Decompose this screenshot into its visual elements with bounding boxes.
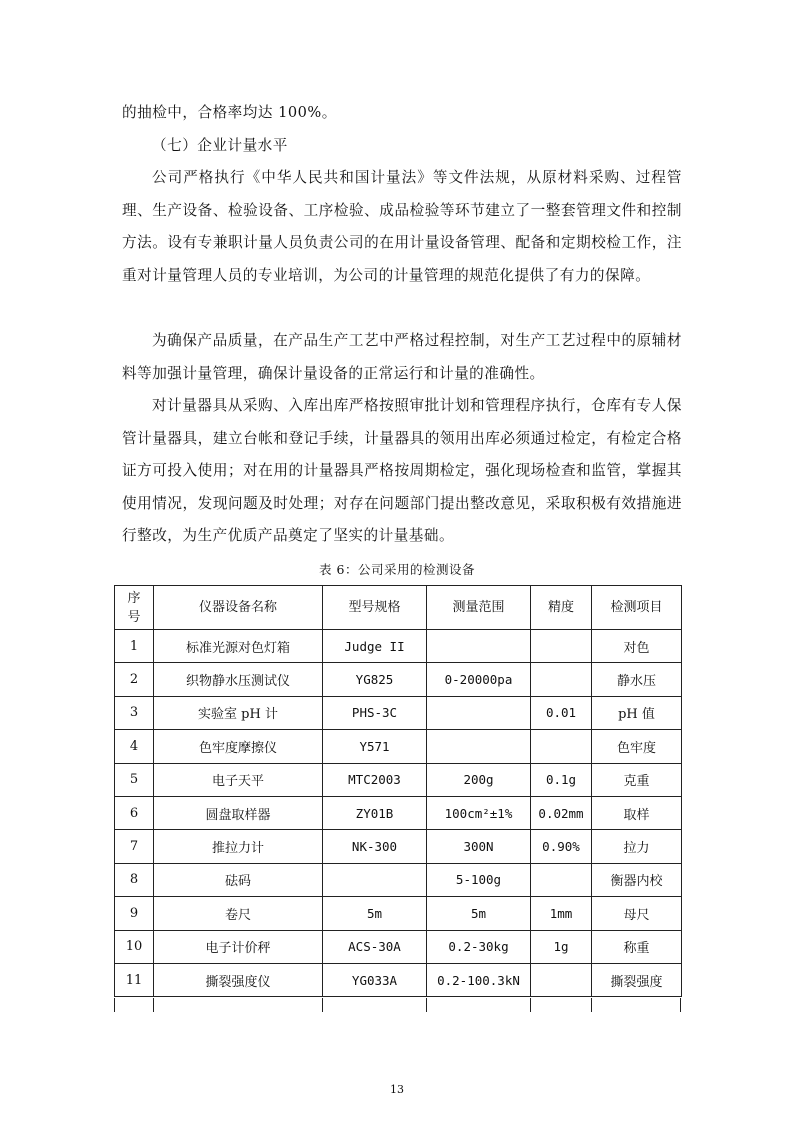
cell-index: 1: [115, 630, 154, 663]
header-instrument-name: 仪器设备名称: [154, 586, 323, 630]
cell-range: [427, 696, 531, 729]
table-continuation-lines: [114, 998, 681, 1012]
header-precision: 精度: [531, 586, 592, 630]
cell-precision: [531, 863, 592, 896]
cell-range: [427, 630, 531, 663]
cell-test-item: 克重: [592, 763, 682, 796]
cell-instrument-name: 撕裂强度仪: [154, 963, 323, 996]
cell-model: Judge II: [323, 630, 427, 663]
cell-instrument-name: 砝码: [154, 863, 323, 896]
cell-precision: 0.90%: [531, 830, 592, 863]
cell-model: PHS-3C: [323, 696, 427, 729]
section-heading: （七）企业计量水平: [152, 137, 288, 154]
cell-precision: [531, 730, 592, 763]
paragraph-instrument-management: 对计量器具从采购、入库出库严格按照审批计划和管理程序执行，仓库有专人保管计量器具，建立台帐和登记手续，计量器具的领用出库必须通过检定，有检定合格证方可投入使用；对在用的计量器具严格按周期检定，强化现场检查和监管，掌握其使用情况，发现问题及时处理；对存在问题部门提出整改意见，采取积极有效措施进行整改，为生产优质产品奠定了坚实的计量基础。: [122, 397, 682, 544]
cell-range: 0.2-30kg: [427, 930, 531, 963]
cell-index: 8: [115, 863, 154, 896]
cell-model: ZY01B: [323, 796, 427, 829]
cell-range: 100cm²±1%: [427, 796, 531, 829]
cell-precision: 0.1g: [531, 763, 592, 796]
cell-precision: [531, 630, 592, 663]
cell-range: 5m: [427, 897, 531, 930]
table-row: [115, 696, 682, 729]
cell-range: 0-20000pa: [427, 663, 531, 696]
cell-index: 2: [115, 663, 154, 696]
cell-test-item: 称重: [592, 930, 682, 963]
table-row: [115, 863, 682, 896]
cell-model: ACS-30A: [323, 930, 427, 963]
cell-range: 0.2-100.3kN: [427, 963, 531, 996]
header-model: 型号规格: [323, 586, 427, 630]
table-row: [115, 897, 682, 930]
page-number: 13: [390, 1083, 404, 1096]
cell-range: [427, 730, 531, 763]
cell-test-item: 母尺: [592, 897, 682, 930]
cell-precision: [531, 663, 592, 696]
cell-test-item: 静水压: [592, 663, 682, 696]
cell-index: 11: [115, 963, 154, 996]
paragraph-continued: 的抽检中，合格率均达 100%。: [122, 104, 337, 121]
cell-test-item: 撕裂强度: [592, 963, 682, 996]
cell-model: 5m: [323, 897, 427, 930]
cell-instrument-name: 圆盘取样器: [154, 796, 323, 829]
cell-precision: 0.02mm: [531, 796, 592, 829]
cell-instrument-name: 电子天平: [154, 763, 323, 796]
cell-test-item: 对色: [592, 630, 682, 663]
cell-test-item: 衡器内校: [592, 863, 682, 896]
cell-test-item: 取样: [592, 796, 682, 829]
cell-model: YG033A: [323, 963, 427, 996]
header-index: 序号: [115, 586, 154, 630]
cell-index: 4: [115, 730, 154, 763]
cell-instrument-name: 电子计价秤: [154, 930, 323, 963]
table-row: [115, 830, 682, 863]
table-row: [115, 663, 682, 696]
cell-instrument-name: 色牢度摩擦仪: [154, 730, 323, 763]
cell-instrument-name: 实验室 pH 计: [154, 696, 323, 729]
cell-index: 5: [115, 763, 154, 796]
header-range: 测量范围: [427, 586, 531, 630]
table-row: [115, 630, 682, 663]
cell-range: 200g: [427, 763, 531, 796]
cell-index: 9: [115, 897, 154, 930]
table-row: [115, 796, 682, 829]
cell-model: YG825: [323, 663, 427, 696]
paragraph-metrology-policy: 公司严格执行《中华人民共和国计量法》等文件法规，从原材料采购、过程管理、生产设备、检验设备、工序检验、成品检验等环节建立了一整套管理文件和控制方法。设有专兼职计量人员负责公司的在用计量设备管理、配备和定期校检工作，注重对计量管理人员的专业培训，为公司的计量管理的规范化提供了有力的保障。: [122, 169, 682, 284]
cell-precision: [531, 963, 592, 996]
cell-precision: 0.01: [531, 696, 592, 729]
table-header-row: [115, 586, 682, 630]
cell-precision: 1mm: [531, 897, 592, 930]
cell-model: [323, 863, 427, 896]
cell-index: 7: [115, 830, 154, 863]
cell-model: MTC2003: [323, 763, 427, 796]
cell-range: 5-100g: [427, 863, 531, 896]
table-row: [115, 930, 682, 963]
table-caption: 表 6：公司采用的检测设备: [319, 562, 475, 577]
paragraph-process-control: 为确保产品质量，在产品生产工艺中严格过程控制，对生产工艺过程中的原辅材料等加强计量管理，确保计量设备的正常运行和计量的准确性。: [122, 332, 682, 382]
cell-index: 3: [115, 696, 154, 729]
cell-test-item: 色牢度: [592, 730, 682, 763]
cell-instrument-name: 织物静水压测试仪: [154, 663, 323, 696]
table-row: [115, 763, 682, 796]
cell-instrument-name: 推拉力计: [154, 830, 323, 863]
cell-range: 300N: [427, 830, 531, 863]
cell-precision: 1g: [531, 930, 592, 963]
cell-instrument-name: 卷尺: [154, 897, 323, 930]
cell-index: 10: [115, 930, 154, 963]
table-row: [115, 730, 682, 763]
cell-model: Y571: [323, 730, 427, 763]
cell-instrument-name: 标准光源对色灯箱: [154, 630, 323, 663]
equipment-table: [114, 585, 682, 997]
header-test-item: 检测项目: [592, 586, 682, 630]
cell-model: NK-300: [323, 830, 427, 863]
cell-test-item: pH 值: [592, 696, 682, 729]
cell-test-item: 拉力: [592, 830, 682, 863]
cell-index: 6: [115, 796, 154, 829]
table-row: [115, 963, 682, 996]
